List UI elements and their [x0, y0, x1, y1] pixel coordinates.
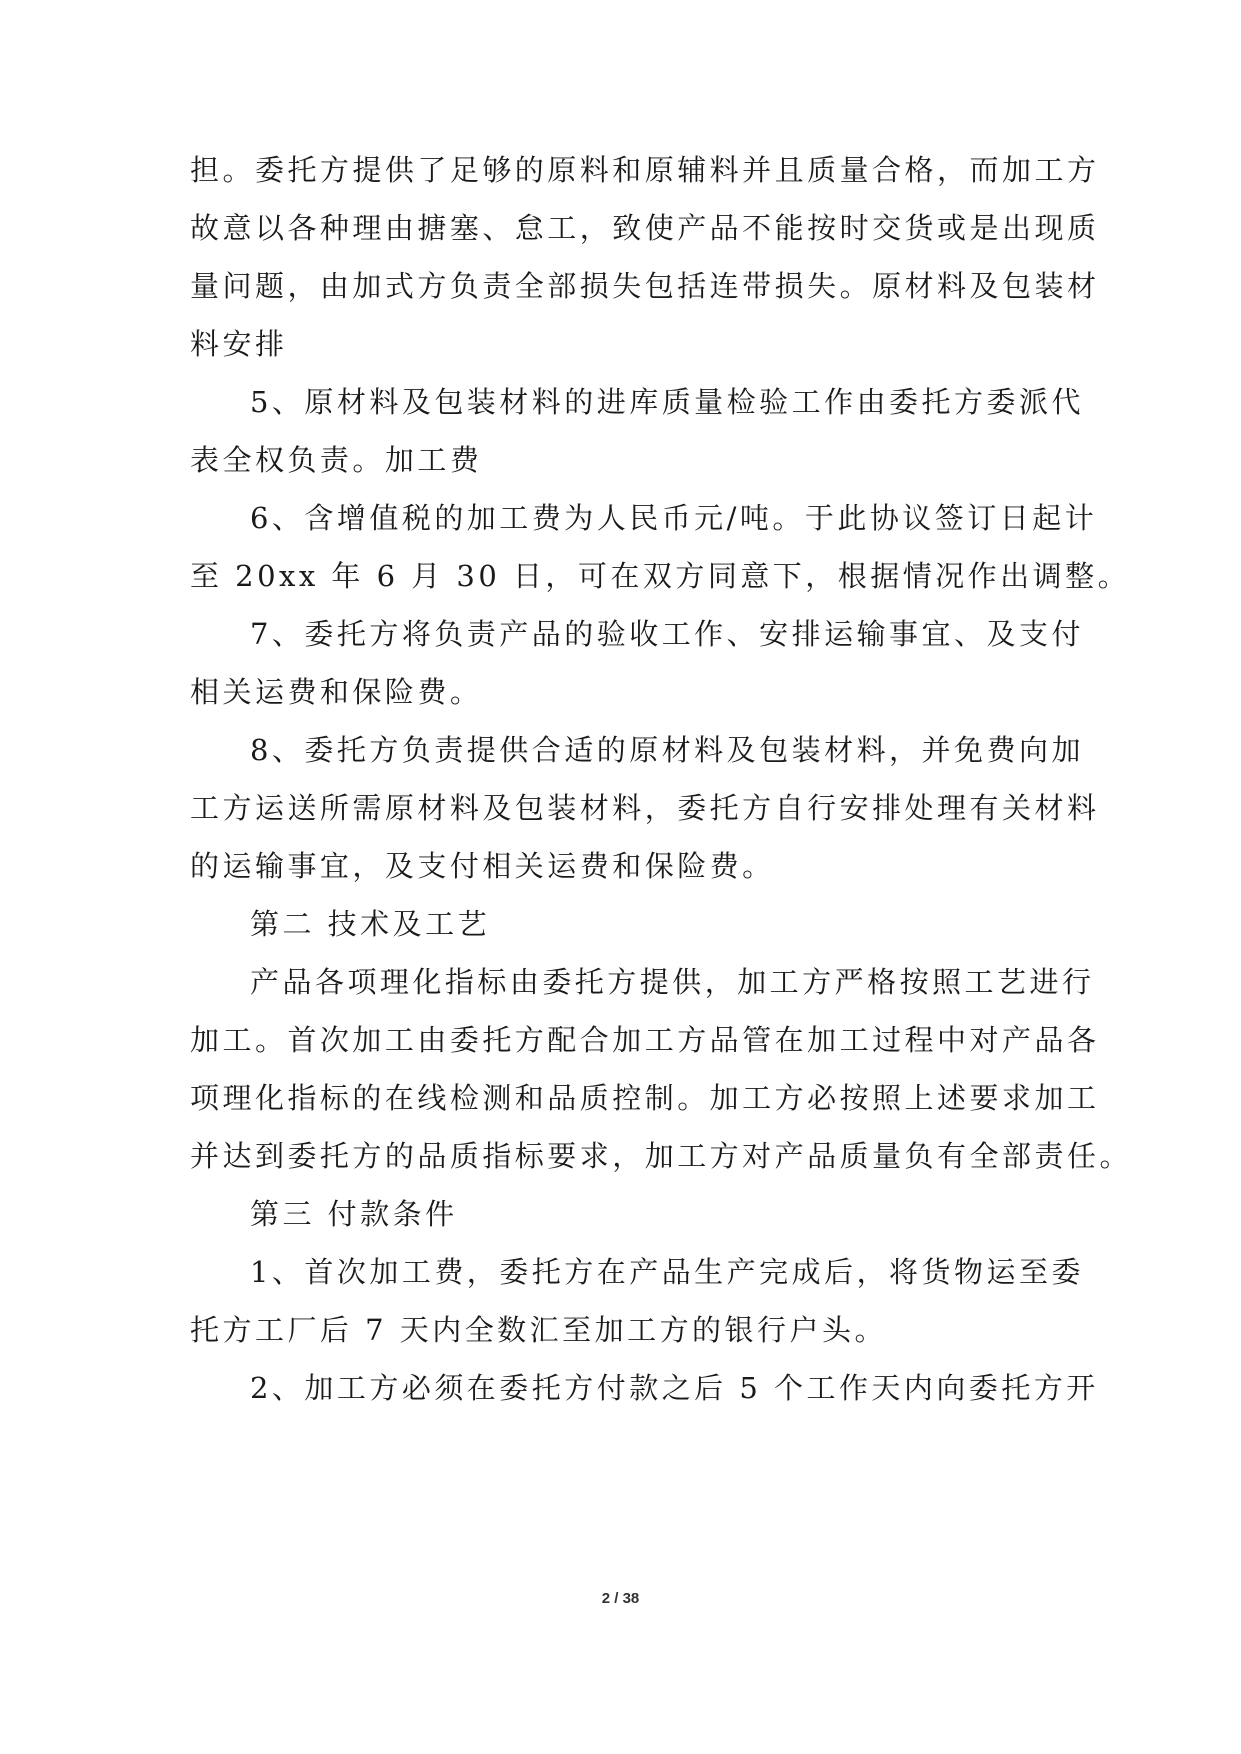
- text-line: 相关运费和保险费。: [190, 675, 483, 709]
- text-line: 7、委托方将负责产品的验收工作、安排运输事宜、及支付: [250, 617, 1084, 651]
- text-line: 8、委托方负责提供合适的原材料及包装材料，并免费向加: [250, 733, 1084, 767]
- text-line: 料安排: [190, 327, 288, 361]
- text-line: 工方运送所需原材料及包装材料，委托方自行安排处理有关材料: [190, 791, 1100, 825]
- text-line: 2、加工方必须在委托方付款之后 5 个工作天内向委托方开: [250, 1371, 1099, 1405]
- text-line: 加工。首次加工由委托方配合加工方品管在加工过程中对产品各: [190, 1023, 1100, 1057]
- text-line: 的运输事宜，及支付相关运费和保险费。: [190, 849, 775, 883]
- text-line: 产品各项理化指标由委托方提供，加工方严格按照工艺进行: [250, 965, 1095, 999]
- text-line: 担。委托方提供了足够的原料和原辅料并且质量合格，而加工方: [190, 153, 1100, 187]
- text-line: 故意以各种理由搪塞、怠工，致使产品不能按时交货或是出现质: [190, 211, 1100, 245]
- text-line: 5、原材料及包装材料的进库质量检验工作由委托方委派代: [250, 385, 1084, 419]
- text-line: 表全权负责。加工费: [190, 443, 483, 477]
- text-line: 6、含增值税的加工费为人民币元/吨。于此协议签订日起计: [250, 501, 1098, 535]
- text-line: 并达到委托方的品质指标要求，加工方对产品质量负有全部责任。: [190, 1139, 1132, 1173]
- text-line: 托方工厂后 7 天内全数汇至加工方的银行户头。: [190, 1313, 887, 1347]
- page-number: 2 / 38: [601, 1590, 640, 1607]
- text-line: 至 20xx 年 6 月 30 日，可在双方同意下，根据情况作出调整。: [190, 559, 1131, 593]
- section-heading: 第二 技术及工艺: [250, 907, 491, 941]
- text-line: 项理化指标的在线检测和品质控制。加工方必按照上述要求加工: [190, 1081, 1100, 1115]
- section-heading: 第三 付款条件: [250, 1197, 458, 1231]
- text-line: 量问题，由加式方负责全部损失包括连带损失。原材料及包装材: [190, 269, 1100, 303]
- text-line: 1、首次加工费，委托方在产品生产完成后，将货物运至委: [250, 1255, 1084, 1289]
